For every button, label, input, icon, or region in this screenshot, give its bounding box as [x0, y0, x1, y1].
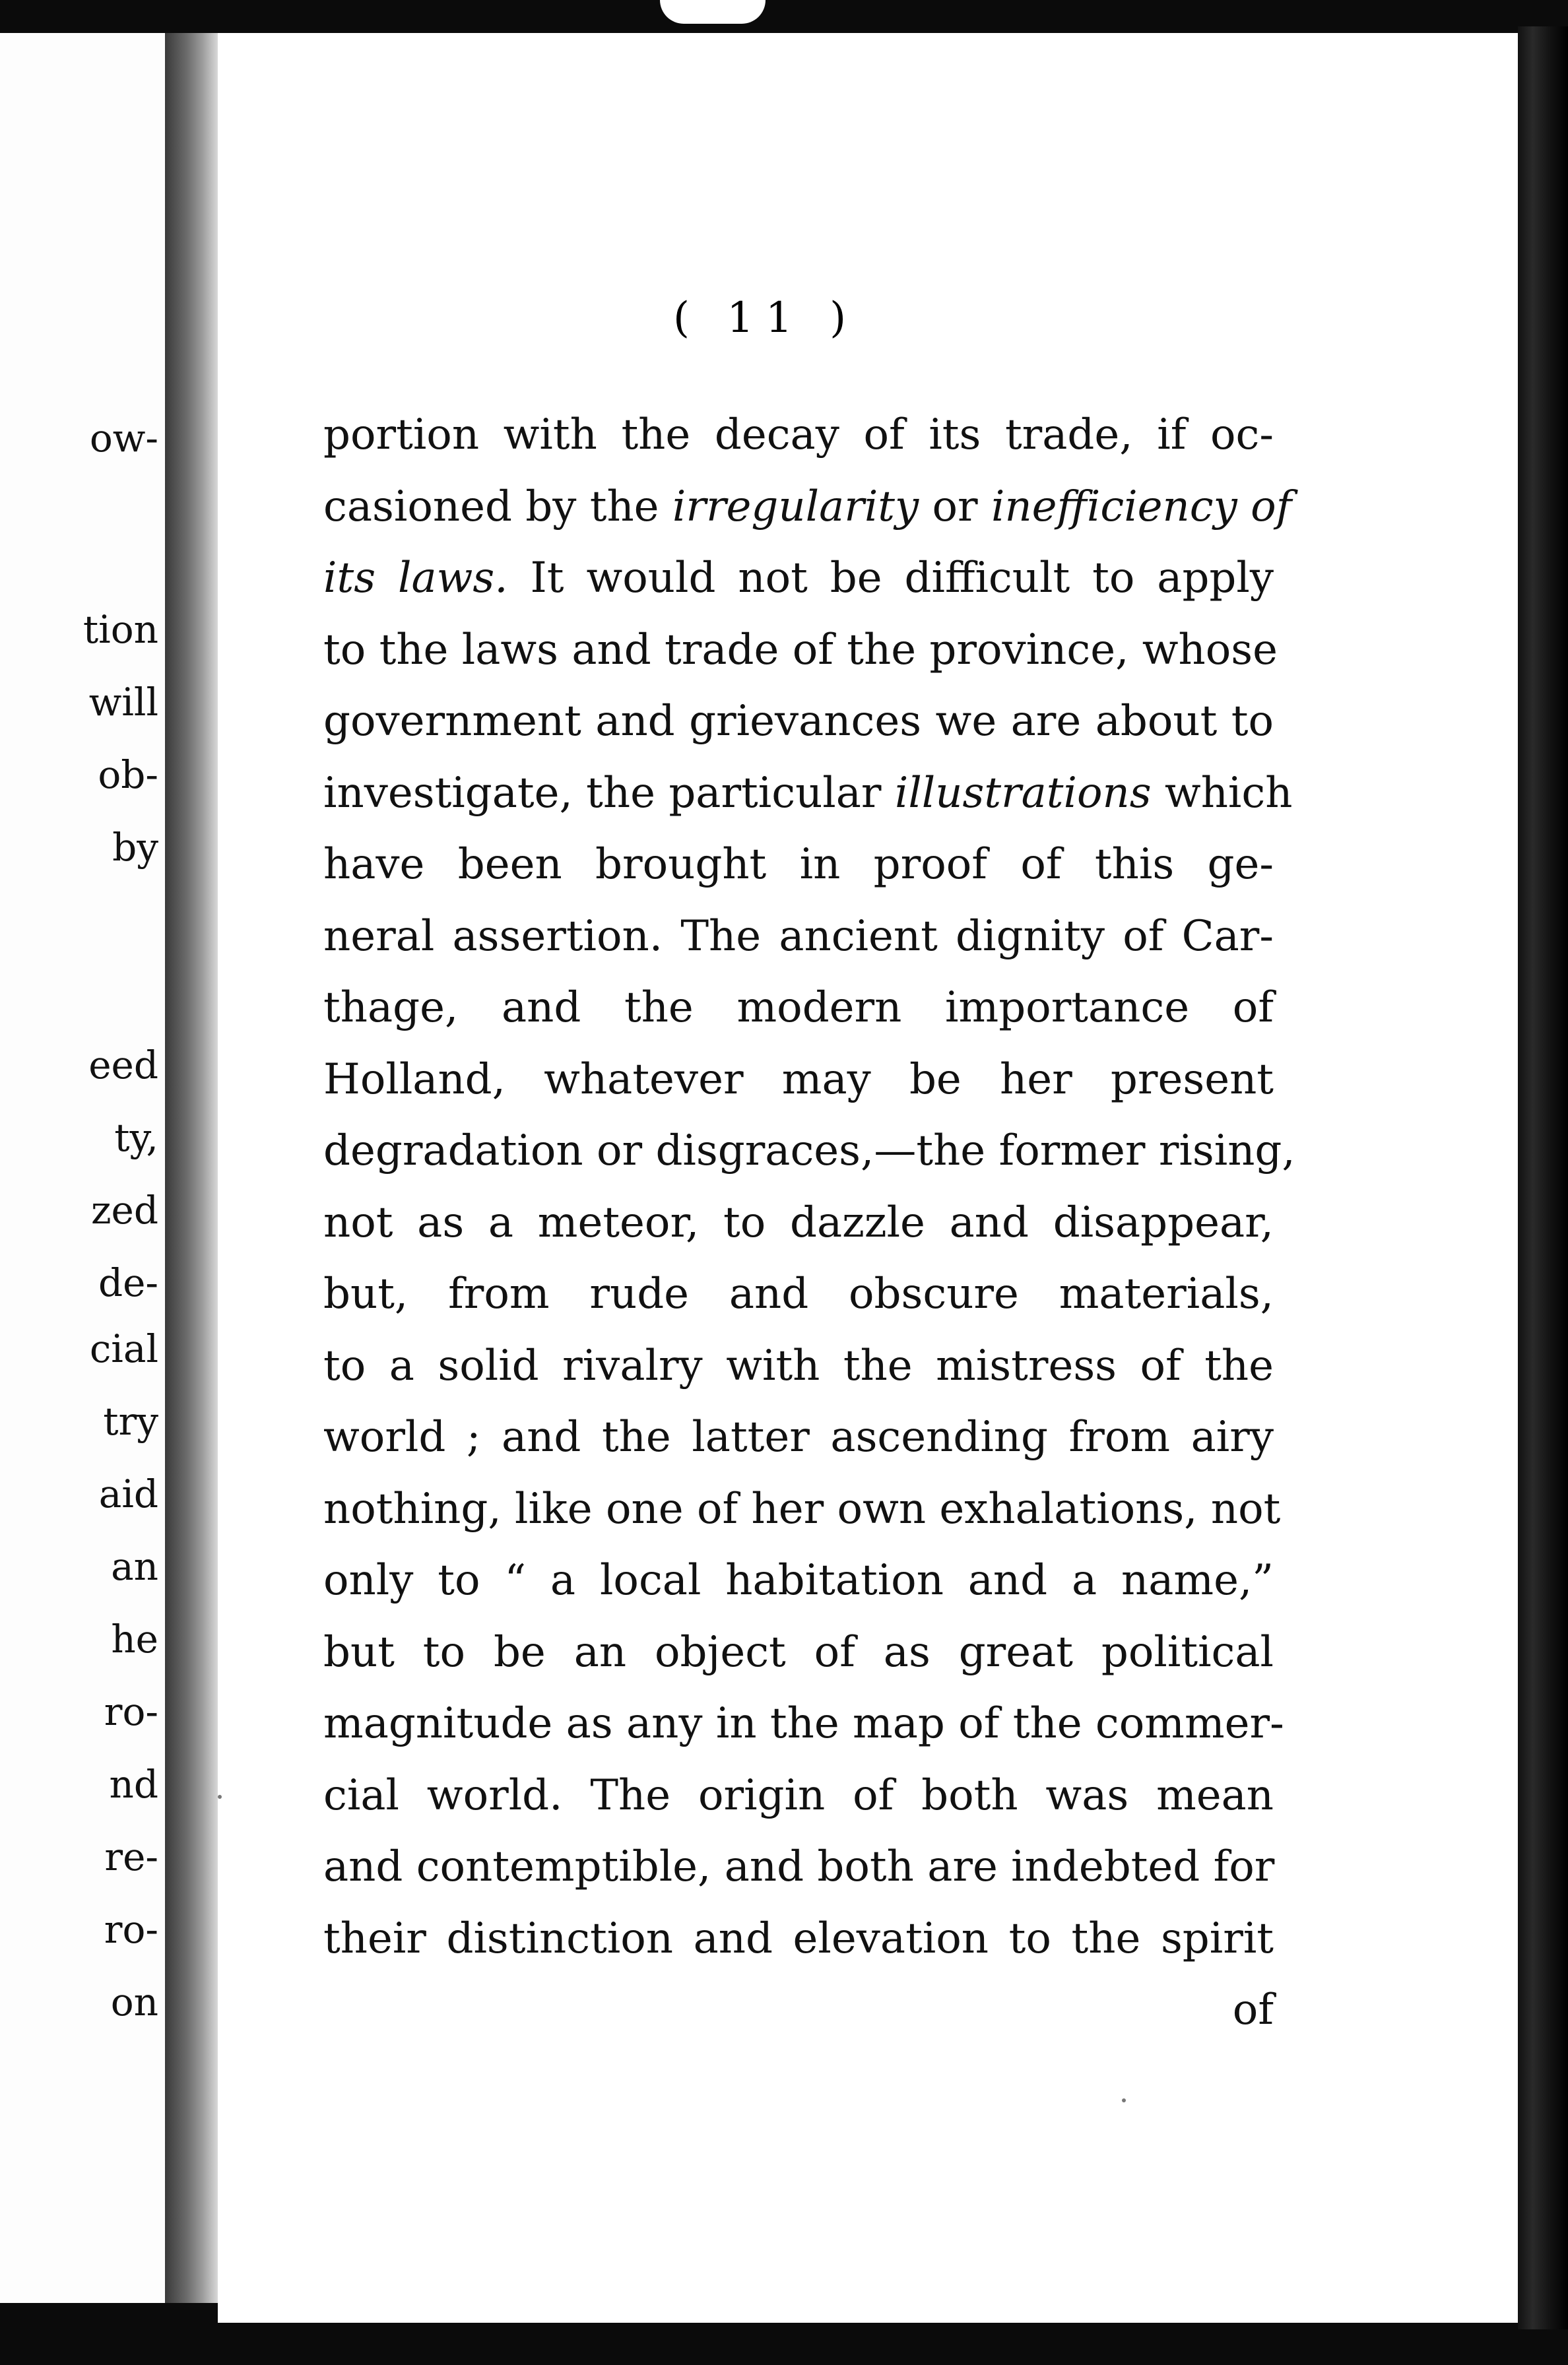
text-run: to a solid rivalry with the mistress of the [323, 1341, 1274, 1390]
body-text [323, 399, 1295, 2046]
text-line [323, 1330, 1274, 1402]
text-run: but, from rude and obscure materials, [323, 1270, 1274, 1318]
text-run: thage, and the modern importance of [323, 983, 1274, 1032]
text-run: cial world. The origin of both was mean [323, 1770, 1274, 1820]
text-run: degradation or disgraces,—the former rising, [323, 1126, 1295, 1175]
italic-text: its laws. [323, 554, 508, 602]
text-run: of [1232, 1986, 1274, 2034]
facing-page-fragment: ty, [114, 1115, 158, 1160]
facing-page-fragment: cial [89, 1326, 158, 1371]
text-line [323, 1187, 1274, 1259]
facing-page-fragment: will [88, 680, 158, 725]
facing-page-fragment: tion [82, 607, 158, 652]
facing-page-fragment: nd [109, 1762, 158, 1807]
text-line [323, 972, 1274, 1044]
facing-page-fragment: de- [98, 1260, 158, 1305]
text-line [323, 686, 1274, 758]
text-run: It would not be difficult to apply [507, 554, 1274, 602]
text-line [323, 1903, 1274, 1975]
text-run: have been brought in proof of this ge- [323, 840, 1274, 889]
text-line [323, 758, 1293, 829]
text-line [323, 1115, 1295, 1187]
facing-page-fragment: ro- [104, 1689, 158, 1734]
facing-page-fragment: ob- [98, 752, 158, 797]
text-line [323, 1044, 1274, 1116]
facing-page-fragment: zed [90, 1188, 158, 1233]
italic-text: irregularity [672, 482, 919, 531]
text-run: to the laws and trade of the province, whose [323, 625, 1278, 674]
text-line [323, 1474, 1281, 1545]
text-run: nothing, like one of her own exhalations, not [323, 1484, 1281, 1534]
text-run: Holland, whatever may be her present [323, 1054, 1274, 1104]
text-run: and contemptible, and both are indebted for [323, 1842, 1275, 1891]
text-run: government and grievances we are about to [323, 697, 1274, 746]
text-line [323, 614, 1278, 686]
scan-artifact [660, 0, 766, 24]
page-number: ( 11 ) [673, 294, 859, 342]
text-line [323, 829, 1274, 901]
facing-page-fragment: try [103, 1399, 158, 1444]
text-run: casioned by the [323, 482, 672, 531]
text-run: neral assertion. The ancient dignity of Car- [323, 911, 1274, 961]
facing-page-fragment: on [110, 1980, 158, 2025]
text-line [323, 1617, 1274, 1689]
facing-page-left [0, 33, 169, 2303]
text-line [323, 1831, 1274, 1903]
text-line [323, 1688, 1284, 1760]
text-run: world ; and the latter ascending from airy [323, 1413, 1274, 1462]
facing-page-fragment: ro- [104, 1907, 158, 1952]
scan-speck [1122, 2098, 1126, 2102]
text-line [323, 1545, 1274, 1617]
facing-page-fragment: he [111, 1617, 158, 1662]
text-line [323, 399, 1274, 471]
text-line [323, 1258, 1274, 1330]
text-line [323, 542, 1274, 614]
text-run: investigate, the particular [323, 768, 895, 818]
text-run: their distinction and elevation to the spirit [323, 1914, 1274, 1963]
book-gutter [165, 33, 218, 2303]
text-run: which [1151, 768, 1293, 818]
text-line [323, 1974, 1274, 2046]
text-line [323, 1760, 1274, 1832]
italic-text: inefficiency of [991, 482, 1292, 531]
scan-speck [218, 1795, 222, 1799]
facing-page-fragment: an [111, 1544, 158, 1589]
page-edge-right [1518, 26, 1568, 2329]
facing-page-fragment: re- [104, 1834, 158, 1879]
text-run: but to be an object of as great political [323, 1627, 1274, 1677]
text-line [323, 901, 1274, 973]
text-line [323, 1402, 1274, 1474]
italic-text: illustrations [894, 768, 1152, 818]
text-line [323, 471, 1292, 543]
facing-page-fragment: by [112, 825, 158, 870]
text-run: not as a meteor, to dazzle and disappear, [323, 1198, 1274, 1247]
text-run: magnitude as any in the map of the commer- [323, 1699, 1284, 1748]
text-run: only to “ a local habitation and a name,” [323, 1556, 1274, 1605]
text-run: or [919, 482, 991, 531]
text-run: portion with the decay of its trade, if oc- [323, 410, 1274, 459]
facing-page-fragment: aid [98, 1472, 158, 1516]
facing-page-fragment: ow- [89, 416, 158, 461]
facing-page-fragment: eed [88, 1043, 158, 1087]
